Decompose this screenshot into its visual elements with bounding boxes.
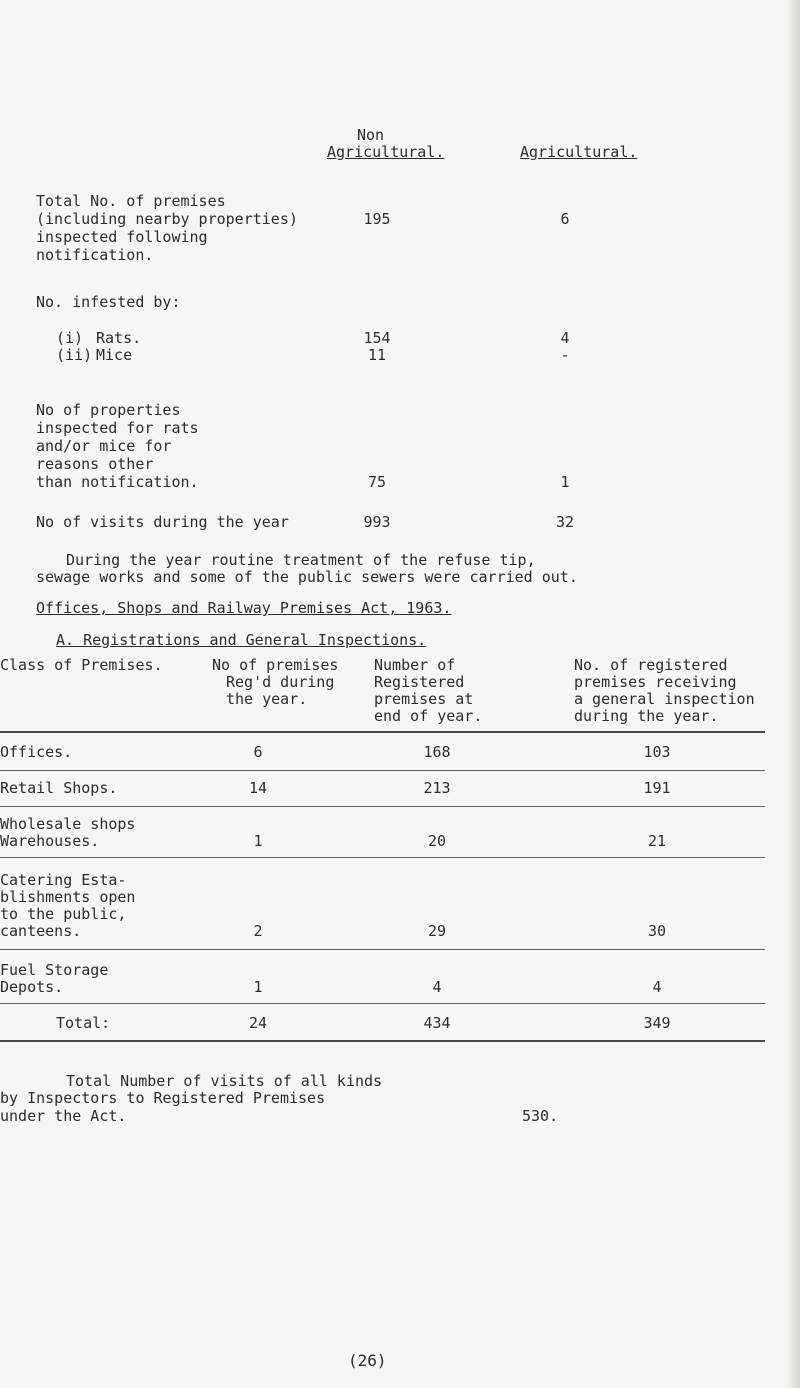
row-retail-inspected: 191 [643, 779, 671, 797]
other-inspections-label-line2: inspected for rats [36, 419, 199, 437]
row-retail-rule [0, 806, 765, 807]
row-catering-label-line3: to the public, [0, 905, 127, 923]
visits-label: No of visits during the year [36, 513, 289, 531]
row-catering-number: 29 [427, 922, 447, 940]
row-retail-label: Retail Shops. [0, 779, 118, 797]
visits-total-label-line2: by Inspectors to Registered Premises [0, 1089, 326, 1107]
premises-total-label-line3: inspected following [36, 228, 208, 246]
table-header-inspected-line1: No. of registered [574, 656, 728, 674]
infested-mice-label: Mice [96, 346, 133, 364]
table-header-class: Class of Premises. [0, 656, 163, 674]
row-fuel-inspected: 4 [652, 978, 662, 996]
other-inspections-label-line1: No of properties [36, 401, 181, 419]
column-header-non-agricultural-line1: Non [357, 126, 385, 144]
table-header-inspected-line4: during the year. [574, 707, 719, 725]
infested-rats-index: (i) [56, 329, 84, 347]
visits-total-value: 530. [522, 1107, 559, 1125]
visits-total-label-line1: Total Number of visits of all kinds [66, 1072, 383, 1090]
infested-label: No. infested by: [36, 293, 181, 311]
visits-total-label-line3: under the Act. [0, 1107, 127, 1125]
total-row-inspected: 349 [643, 1014, 671, 1032]
row-offices-inspected: 103 [643, 743, 671, 761]
infested-mice-non-agricultural: 11 [367, 346, 387, 364]
total-row-number: 434 [423, 1014, 451, 1032]
row-offices-label: Offices. [0, 743, 73, 761]
infested-mice-agricultural: - [560, 346, 570, 364]
visits-non-agricultural: 993 [363, 513, 391, 531]
other-inspections-agricultural: 1 [560, 473, 570, 491]
table-header-registered-line3: the year. [226, 690, 308, 708]
table-header-number-line1: Number of [374, 656, 456, 674]
total-row-label: Total: [56, 1014, 111, 1032]
infested-mice-index: (ii) [56, 346, 93, 364]
total-row-registered: 24 [248, 1014, 268, 1032]
premises-total-label-line2: (including nearby properties) [36, 210, 298, 228]
section-heading: A. Registrations and General Inspections. [56, 631, 427, 649]
visits-agricultural: 32 [555, 513, 575, 531]
premises-total-non-agricultural: 195 [363, 210, 391, 228]
paragraph-line1: During the year routine treatment of the refuse tip, [66, 551, 536, 569]
row-fuel-number: 4 [432, 978, 442, 996]
premises-total-label-line1: Total No. of premises [36, 192, 226, 210]
row-fuel-label-line1: Fuel Storage [0, 961, 109, 979]
row-retail-registered: 14 [248, 779, 268, 797]
other-inspections-label-line4: reasons other [36, 455, 154, 473]
row-retail-number: 213 [423, 779, 451, 797]
other-inspections-label-line3: and/or mice for [36, 437, 172, 455]
row-catering-label-line4: canteens. [0, 922, 82, 940]
row-wholesale-label-line2: Warehouses. [0, 832, 100, 850]
infested-rats-agricultural: 4 [560, 329, 570, 347]
row-offices-rule [0, 770, 765, 771]
infested-rats-label: Rats. [96, 329, 142, 347]
row-fuel-registered: 1 [253, 978, 263, 996]
premises-total-label-line4: notification. [36, 246, 154, 264]
page-number: (26) [348, 1351, 387, 1370]
total-row-rule [0, 1040, 765, 1042]
other-inspections-label-line5: than notification. [36, 473, 199, 491]
table-header-number-line3: premises at [374, 690, 474, 708]
row-catering-registered: 2 [253, 922, 263, 940]
premises-total-agricultural: 6 [560, 210, 570, 228]
table-header-inspected-line2: premises receiving [574, 673, 737, 691]
table-header-inspected-line3: a general inspection [574, 690, 755, 708]
table-header-number-line4: end of year. [374, 707, 483, 725]
paragraph-line2: sewage works and some of the public sewers were carried out. [36, 568, 578, 586]
row-offices-number: 168 [423, 743, 451, 761]
row-wholesale-rule [0, 857, 765, 858]
row-fuel-label-line2: Depots. [0, 978, 64, 996]
infested-rats-non-agricultural: 154 [363, 329, 391, 347]
row-catering-label-line2: blishments open [0, 888, 136, 906]
row-wholesale-registered: 1 [253, 832, 263, 850]
other-inspections-non-agricultural: 75 [367, 473, 387, 491]
row-offices-registered: 6 [253, 743, 263, 761]
act-heading: Offices, Shops and Railway Premises Act, 1963. [36, 599, 452, 617]
column-header-agricultural: Agricultural. [520, 143, 638, 161]
row-catering-rule [0, 949, 765, 950]
row-wholesale-label-line1: Wholesale shops [0, 815, 136, 833]
row-wholesale-number: 20 [427, 832, 447, 850]
row-catering-label-line1: Catering Esta- [0, 871, 127, 889]
column-header-non-agricultural-line2: Agricultural. [327, 143, 445, 161]
row-wholesale-inspected: 21 [647, 832, 667, 850]
row-catering-inspected: 30 [647, 922, 667, 940]
table-header-rule [0, 731, 765, 733]
row-fuel-rule [0, 1003, 765, 1004]
table-header-registered-line1: No of premises [212, 656, 339, 674]
table-header-registered-line2: Reg'd during [226, 673, 335, 691]
table-header-number-line2: Registered [374, 673, 465, 691]
page-edge-shadow [786, 0, 800, 1388]
